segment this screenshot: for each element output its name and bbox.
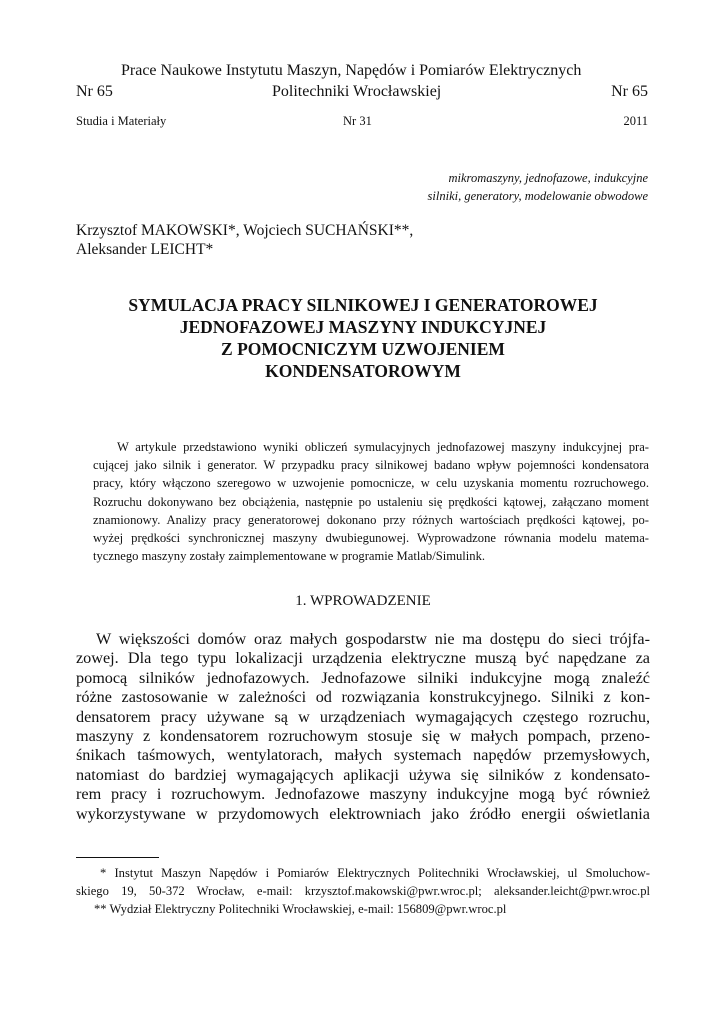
body-line: natomiast do bardziej wymagających aplikacji używa się silników z kondensato-	[76, 765, 650, 784]
journal-university: Politechniki Wrocławskiej	[272, 83, 442, 100]
title-line: JEDNOFAZOWEJ MASZYNY INDUKCYJNEJ	[179, 317, 547, 337]
footnote-2: ** Wydział Elektryczny Politechniki Wrocławskiej, e-mail: 156809@pwr.wroc.pl	[94, 902, 507, 916]
body-line: różne zastosowanie w zależności od rozwiązania konstrukcyjnego. Silniki z kon-	[76, 688, 650, 707]
footnote-1-line-1: * Instytut Maszyn Napędów i Pomiarów Elektrycznych Politechniki Wrocławskiej, ul Smoluchow-	[100, 866, 650, 880]
abstract-line: cującej jako silnik i generator. W przypadku pracy silnikowej badano wpływ pojemności kondensatora	[93, 458, 649, 473]
abstract	[93, 438, 649, 565]
abstract-line: W artykule przedstawiono wyniki obliczeń symulacyjnych jednofazowej maszyny indukcyjnej pra-	[117, 440, 649, 454]
body-line: wykorzystywane w przydomowych elektrowniach jako źródło energii oświetlania	[76, 804, 650, 823]
body-line: W większości domów oraz małych gospodarstw nie ma dostępu do sieci trójfa-	[96, 630, 650, 648]
body-line: maszyny z kondensatorem rozruchowym stosuje się w małych pompach, przeno-	[76, 727, 650, 746]
abstract-line: wyżej prędkości synchronicznej maszyny dwubiegunowej. Wyprowadzone równania modelu matema-	[93, 531, 649, 546]
body-paragraph	[76, 630, 650, 824]
footnotes	[76, 864, 650, 918]
abstract-line: Rozruchu dokonywano bez obciążenia, następnie po ustaleniu się prędkości kątowej, załączano moment	[93, 494, 649, 509]
abstract-line: znamionowy. Analizy pracy generatorowej dokonano przy różnych wartościach prędkości kątowej, po-	[93, 512, 649, 527]
footnote-divider	[76, 857, 159, 858]
issue-number-right: Nr 65	[611, 83, 648, 100]
journal-series-title: Prace Naukowe Instytutu Maszyn, Napędów i Pomiarów Elektrycznych	[121, 62, 582, 79]
title-line: SYMULACJA PRACY SILNIKOWEJ I GENERATOROWEJ	[128, 295, 598, 315]
abstract-line: tycznego maszyny zostały zaimplementowane w programie Matlab/Simulink.	[93, 549, 486, 564]
body-line: pomocą silników jednofazowych. Jednofazowe silniki indukcyjne mogą znaleźć	[76, 668, 650, 687]
body-line: zowej. Dla tego typu lokalizacji urządzenia elektryczne muszą być napędzane za	[76, 649, 650, 668]
issue-number-left: Nr 65	[76, 83, 113, 100]
keywords-line-1: mikromaszyny, jednofazowe, indukcyjne	[448, 171, 648, 185]
series-number: Nr 31	[343, 114, 372, 128]
body-line: rem pracy i rozruchowym. Jednofazowe maszyny indukcyjne mogą być również	[76, 785, 650, 804]
section-heading: 1. WPROWADZENIE	[295, 593, 431, 609]
title-line: KONDENSATOROWYM	[265, 361, 461, 381]
series-subtitle: Studia i Materiały	[76, 114, 167, 128]
authors-line-2: Aleksander LEICHT*	[76, 241, 214, 258]
keywords-line-2: silniki, generatory, modelowanie obwodowe	[427, 189, 648, 203]
paper-title	[76, 294, 650, 382]
title-line: Z POMOCNICZYM UZWOJENIEM	[221, 339, 505, 359]
body-line: densatorem pracy używane są w urządzeniach wymagających częstego rozruchu,	[76, 707, 650, 726]
authors-line-1: Krzysztof MAKOWSKI*, Wojciech SUCHAŃSKI**,	[76, 222, 414, 239]
abstract-line: pracy, który włączono szeregowo w uzwojenie pomocnicze, w celu uzyskania momentu rozruchowego.	[93, 476, 649, 491]
publication-year: 2011	[623, 114, 648, 128]
body-line: śnikach taśmowych, wentylatorach, małych systemach napędów przemysłowych,	[76, 746, 650, 765]
footnote-1-line-2: skiego 19, 50-372 Wrocław, e-mail: krzysztof.makowski@pwr.wroc.pl; aleksander.leicht@pwr.wroc.pl	[76, 884, 650, 898]
